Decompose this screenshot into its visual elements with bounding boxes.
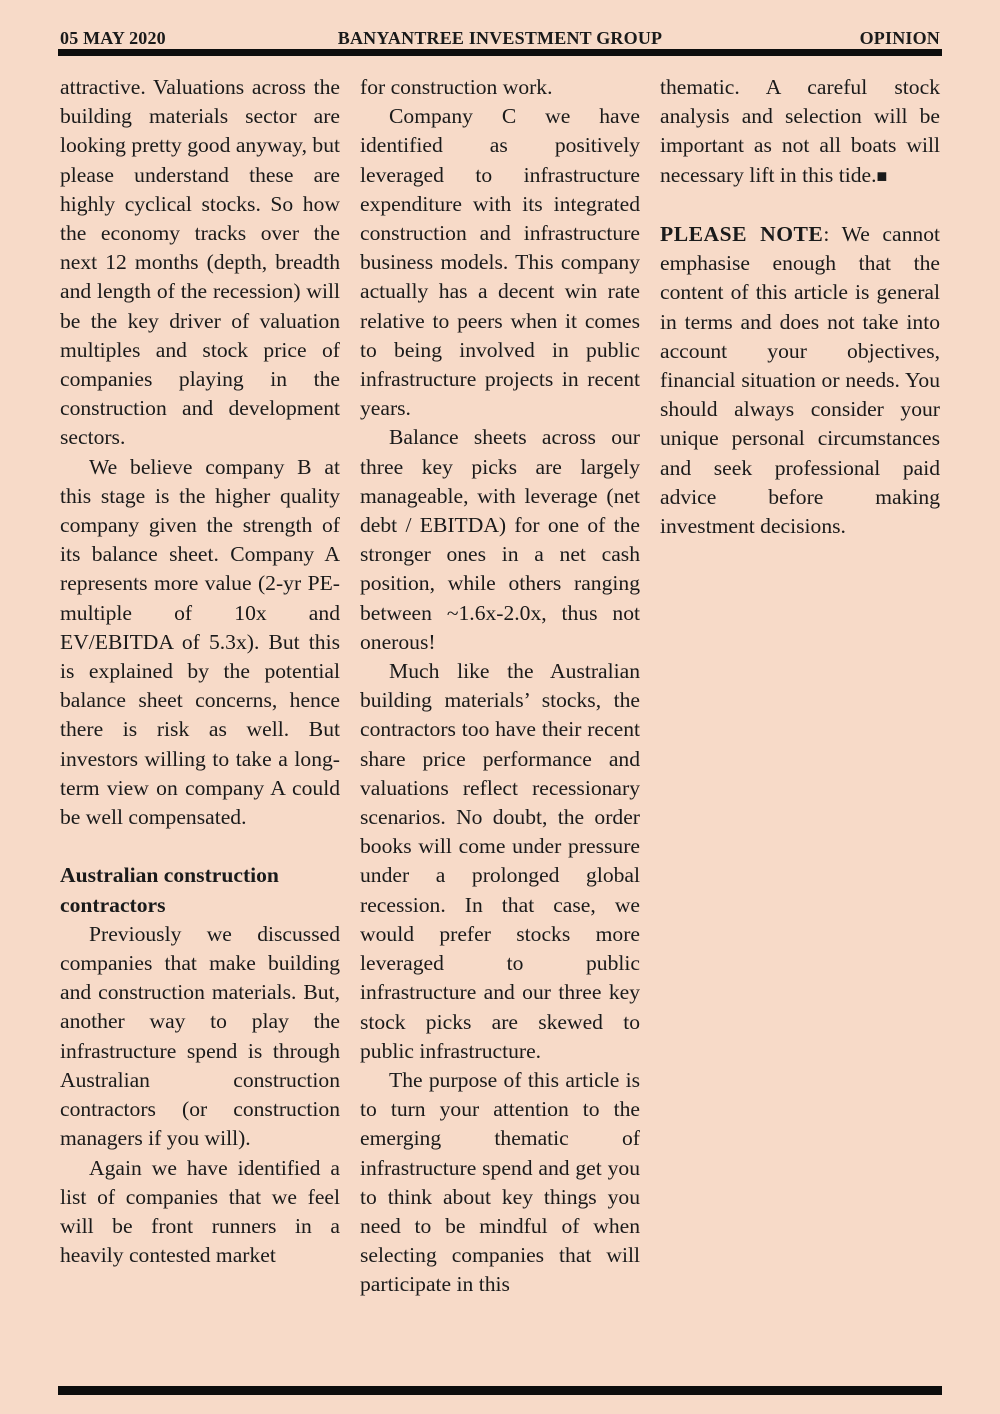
paragraph-text: thematic. A careful stock analysis and selection will be important as not all boats will necessary lift in this tide.	[660, 75, 940, 187]
disclaimer-text: : We cannot emphasise enough that the content of this article is general in terms and does not take into account your objectives, financial situation or needs. You should always consider your unique personal circumstances and seek professional paid advice before making investment decisions.	[660, 222, 940, 539]
section-label: OPINION	[859, 28, 940, 48]
disclaimer-label: PLEASE NOTE	[660, 222, 824, 246]
paragraph	[660, 73, 940, 191]
issue-date: 05 MAY 2020	[60, 28, 166, 48]
disclaimer	[660, 220, 940, 541]
article-column-3	[660, 73, 940, 541]
paragraph: Previously we discussed companies that make building and construction materials. But, another way to play the infrastructure spend is through Australian construction contractors (or construction managers if you will).	[60, 921, 340, 1151]
section-heading: Australian construction contractors	[60, 863, 279, 917]
paragraph: Company C we have identified as positively leveraged to infrastructure expenditure with its integrated construction and infrastructure business models. This company actually has a decent win rate relative to peers when it comes to being involved in public infrastructure projects in recent years.	[360, 104, 640, 421]
paragraph: Much like the Australian building materials’ stocks, the contractors too have their recent share price performance and valuations reflect recessionary scenarios. No doubt, the order books will come under pressure under a prolonged global recession. In that case, we would prefer stocks more leveraged to public infrastructure and our three key stock picks are skewed to public infrastructure.	[360, 659, 640, 1063]
paragraph: We believe company B at this stage is the higher quality company given the strength of its balance sheet. Company A represents more value (2-yr PE-multiple of 10x and EV/EBITDA of 5.3x). But this is explained by the potential balance sheet concerns, hence there is risk as well. But investors willing to take a long-term view on company A could be well compensated.	[60, 454, 340, 830]
footer-rule	[58, 1386, 942, 1395]
paragraph: Again we have identified a list of companies that we feel will be front runners in a heavily contested market	[60, 1155, 340, 1268]
end-mark-icon: ■	[876, 165, 888, 186]
article-column-1	[60, 73, 340, 1270]
paragraph: attractive. Valuations across the building materials sector are looking pretty good anyway, but please understand these are highly cyclical stocks. So how the economy tracks over the next 12 months (depth, breadth and length of the recession) will be the key driver of valuation multiples and stock price of companies playing in the construction and development sectors.	[60, 75, 340, 450]
header-rule	[58, 49, 942, 56]
paragraph: The purpose of this article is to turn your attention to the emerging thematic of infrastructure spend and get you to think about key things you need to be mindful of when selecting companies that will participate in this	[360, 1067, 640, 1297]
paragraph: for construction work.	[360, 75, 553, 99]
article-column-2	[360, 73, 640, 1300]
paragraph: Balance sheets across our three key picks are largely manageable, with leverage (net debt / EBITDA) for one of the stronger ones in a net cash position, while others ranging between ~1.6x-2.0x, thus not onerous!	[360, 425, 640, 654]
publication-name: BANYANTREE INVESTMENT GROUP	[337, 28, 663, 48]
